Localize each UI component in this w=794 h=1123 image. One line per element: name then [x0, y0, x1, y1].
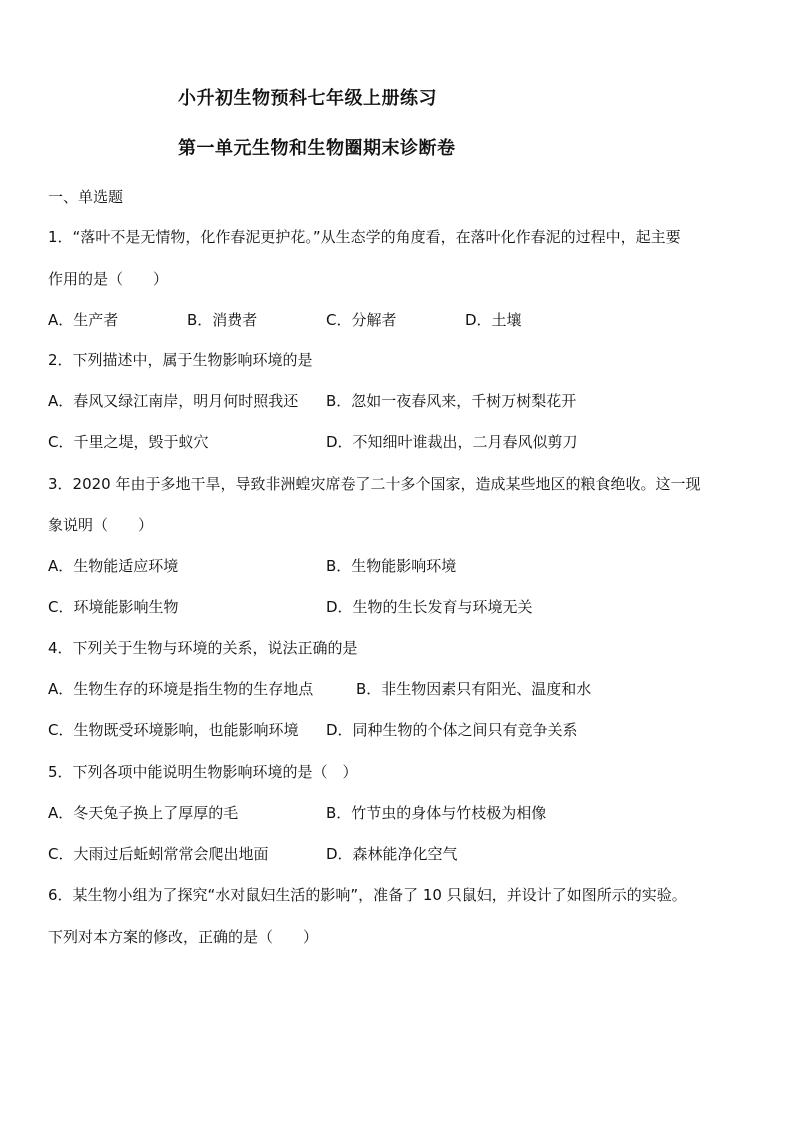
page-subtitle: 第一单元生物和生物圈期末诊断卷: [178, 138, 456, 159]
page-title: 小升初生物预科七年级上册练习: [178, 88, 437, 109]
q4-option-c: C．生物既受环境影响，也能影响环境: [48, 721, 299, 739]
q3-option-c: C．环境能影响生物: [48, 598, 179, 616]
question-6-stem: 6．某生物小组为了探究“水对鼠妇生活的影响”，准备了 10 只鼠妇，并设计了如图所示的实验。: [48, 886, 687, 904]
q2-option-c: C．千里之堤，毁于蚁穴: [48, 433, 209, 451]
q4-option-d: D．同种生物的个体之间只有竞争关系: [326, 721, 578, 739]
q3-option-a: A．生物能适应环境: [48, 557, 179, 575]
question-5-stem: 5．下列各项中能说明生物影响环境的是（ ）: [48, 763, 358, 781]
question-1-stem-cont: 作用的是（ ）: [48, 270, 169, 288]
question-3-stem: 3．2020 年由于多地干旱，导致非洲蝗灾席卷了二十多个国家，造成某些地区的粮食绝收。这一现: [48, 475, 701, 493]
q5-option-b: B．竹节虫的身体与竹枝极为相像: [326, 804, 547, 822]
q4-option-a: A．生物生存的环境是指生物的生存地点: [48, 680, 314, 698]
q2-option-a: A．春风又绿江南岸，明月何时照我还: [48, 392, 299, 410]
q3-option-d: D．生物的生长发育与环境无关: [326, 598, 533, 616]
q3-option-b: B．生物能影响环境: [326, 557, 457, 575]
q4-option-b: B．非生物因素只有阳光、温度和水: [356, 680, 592, 698]
question-1-stem: 1．“落叶不是无情物，化作春泥更护花。”从生态学的角度看，在落叶化作春泥的过程中，起主要: [48, 228, 681, 246]
question-2-stem: 2．下列描述中，属于生物影响环境的是: [48, 351, 313, 369]
q5-option-d: D．森林能净化空气: [326, 845, 458, 863]
q1-option-d: D．土壤: [465, 311, 522, 329]
q2-option-b: B．忽如一夜春风来，千树万树梨花开: [326, 392, 577, 410]
q1-option-b: B．消费者: [187, 311, 258, 329]
q1-option-c: C．分解者: [326, 311, 397, 329]
q1-option-a: A．生产者: [48, 311, 119, 329]
question-4-stem: 4．下列关于生物与环境的关系，说法正确的是: [48, 639, 358, 657]
q5-option-c: C．大雨过后蚯蚓常常会爬出地面: [48, 845, 269, 863]
question-6-stem-cont: 下列对本方案的修改，正确的是（ ）: [48, 928, 319, 946]
question-3-stem-cont: 象说明（ ）: [48, 516, 154, 534]
section-heading: 一、单选题: [48, 188, 124, 206]
q2-option-d: D．不知细叶谁裁出，二月春风似剪刀: [326, 433, 578, 451]
q5-option-a: A．冬天兔子换上了厚厚的毛: [48, 804, 239, 822]
